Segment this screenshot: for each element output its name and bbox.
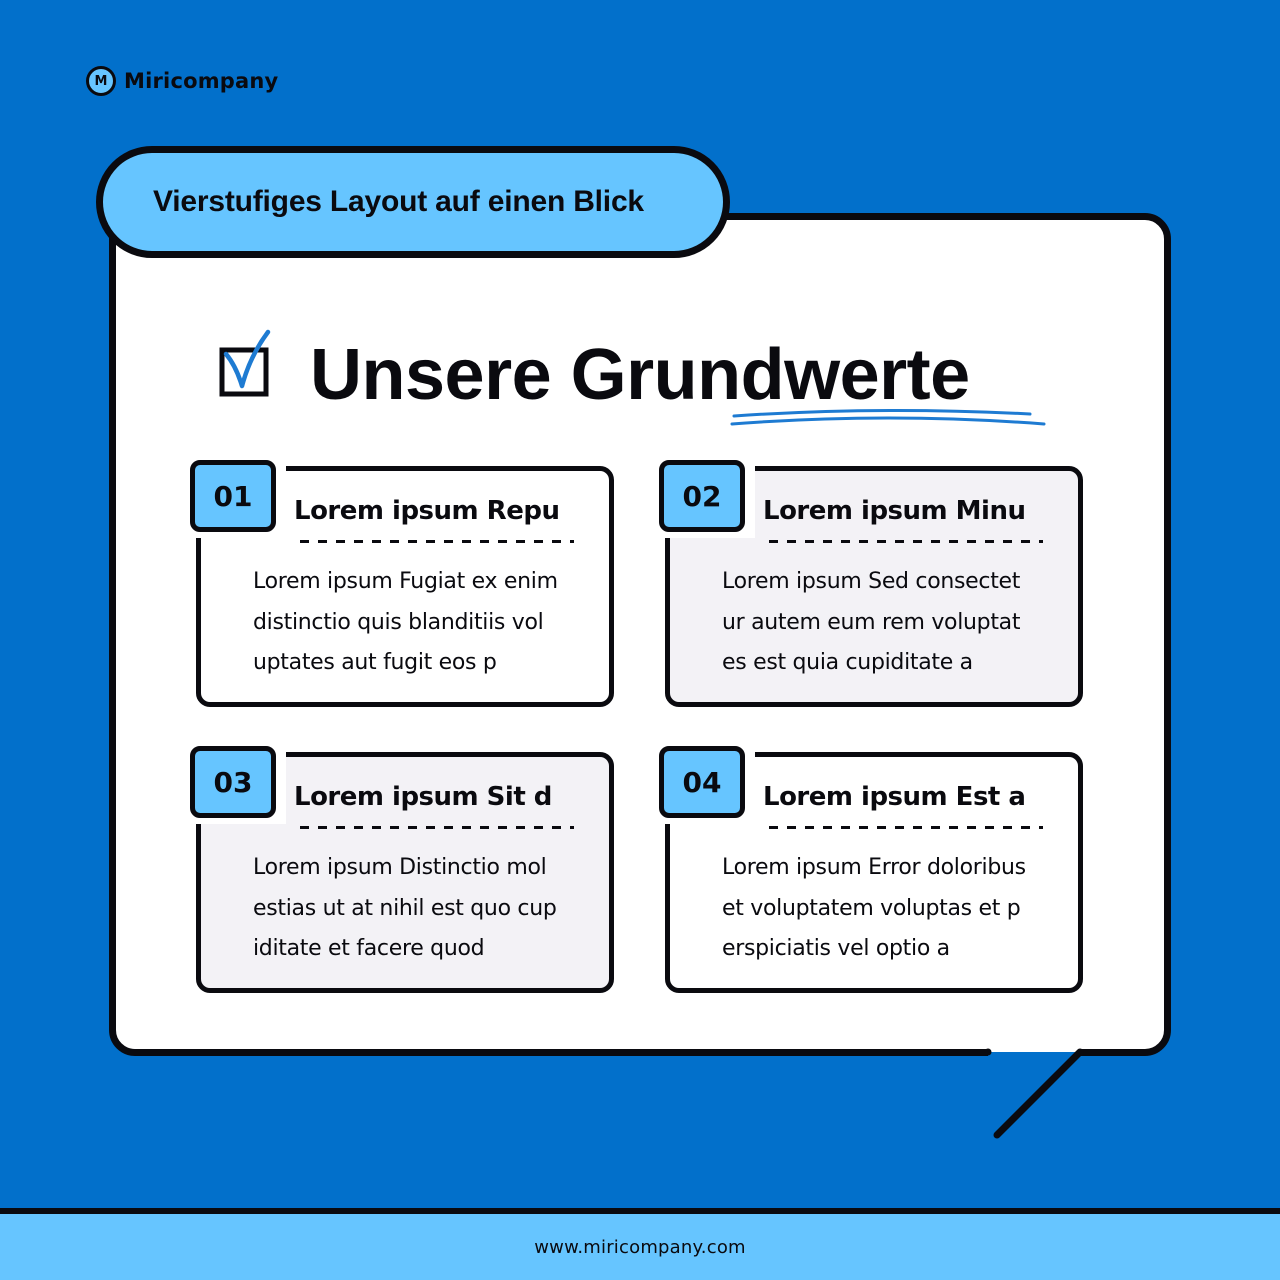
dashed-divider [769,540,1043,543]
brand [86,66,278,96]
title-pill [96,146,730,258]
number-badge: 04 [659,746,745,818]
footer-url-link[interactable]: www.miricompany.com [534,1236,746,1258]
card-body [722,562,1072,684]
card-body-line: et voluptatem voluptas et p [722,895,1021,921]
card-body-line: ur autem eum rem voluptat [722,609,1021,635]
card-body-line: Lorem ipsum Error doloribus [722,855,1026,880]
card-body [722,848,1072,970]
number-badge: 01 [190,460,276,532]
checkbox-check-icon [218,326,278,402]
card-title: Lorem ipsum Minu [763,496,1026,526]
card-body [253,848,603,970]
card-body-line: uptates aut fugit eos p [253,650,497,675]
card-body-line: es est quia cupiditate a [722,650,973,675]
card-body-line: erspiciatis vel optio a [722,936,950,961]
card-body-line: iditate et facere quod [253,936,485,961]
value-card-2 [659,460,1083,707]
card-body-line: Lorem ipsum Fugiat ex enim [253,569,558,594]
title-pill-text: Vierstufiges Layout auf einen Blick [153,185,644,218]
number-badge: 02 [659,460,745,532]
card-title: Lorem ipsum Sit d [294,782,552,812]
card-title: Lorem ipsum Est a [763,782,1026,812]
speech-tail-gap-bg [988,1052,1080,1058]
brand-logo-icon: M [86,66,116,96]
dashed-divider [300,540,574,543]
dashed-divider [769,826,1043,829]
card-body-line: estias ut at nihil est quo cup [253,895,557,921]
card-title: Lorem ipsum Repu [294,496,560,526]
card-body-line: Lorem ipsum Sed consectet [722,569,1021,594]
value-card-3 [190,746,614,993]
card-body-line: distinctio quis blanditiis vol [253,609,544,635]
number-badge: 03 [190,746,276,818]
brand-name: Miricompany [124,69,279,93]
page-heading: Unsere Grundwerte [310,335,970,415]
footer [0,1208,1280,1280]
value-card-1 [190,460,614,707]
card-body [253,562,603,684]
value-card-4 [659,746,1083,993]
scribble-underline-icon [728,404,1052,430]
dashed-divider [300,826,574,829]
card-body-line: Lorem ipsum Distinctio mol [253,855,547,880]
